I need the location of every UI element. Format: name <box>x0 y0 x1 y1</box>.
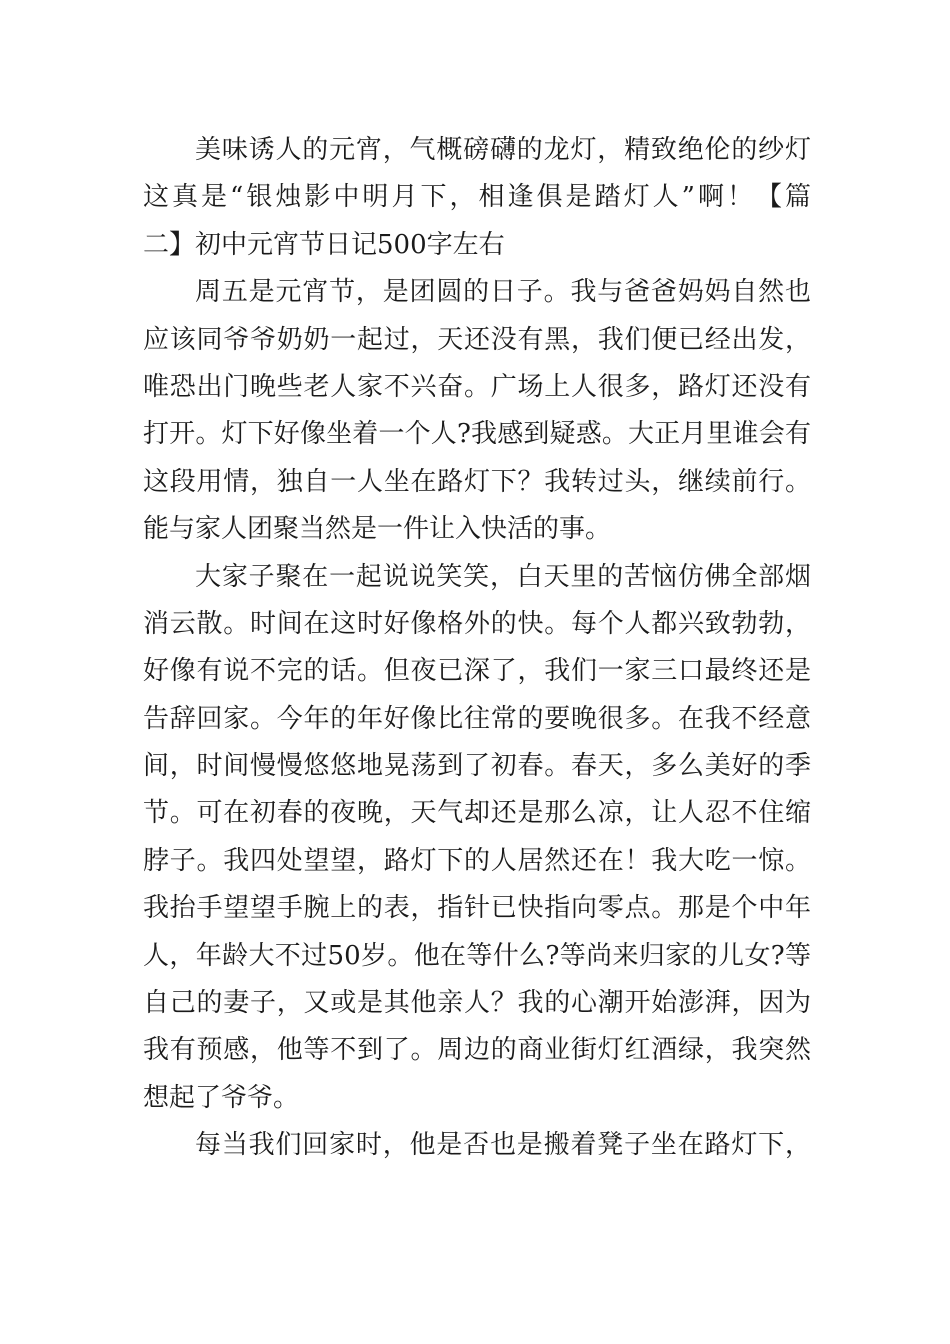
text-line: 我有预感，他等不到了。周边的商业街灯红酒绿，我突然 <box>143 1035 811 1066</box>
text-line: 唯恐出门晚些老人家不兴奋。广场上人很多，路灯还没有 <box>143 371 811 402</box>
text-line: 应该同爷爷奶奶一起过，天还没有黑，我们便已经出发， <box>143 324 811 355</box>
text-line: 大家子聚在一起说说笑笑，白天里的苦恼仿佛全部烟 <box>195 561 811 592</box>
text-line: 我抬手望望手腕上的表，指针已快指向零点。那是个中年 <box>143 893 811 924</box>
text-line: 每当我们回家时，他是否也是搬着凳子坐在路灯下， <box>195 1130 811 1161</box>
text-line: 二】初中元宵节日记500字左右 <box>143 229 505 260</box>
text-line: 这段用情，独自一人坐在路灯下？我转过头，继续前行。 <box>143 466 811 497</box>
text-line: 自己的妻子，又或是其他亲人？我的心潮开始澎湃，因为 <box>143 988 811 1019</box>
text-line: 节。可在初春的夜晚，天气却还是那么凉，让人忍不住缩 <box>143 798 811 829</box>
text-line: 好像有说不完的话。但夜已深了，我们一家三口最终还是 <box>143 656 811 687</box>
text-line: 人，年龄大不过50岁。他在等什么?等尚来归家的儿女?等 <box>143 940 811 971</box>
text-line: 这真是“银烛影中明月下，相逢俱是踏灯人”啊！【篇 <box>143 182 811 213</box>
text-line: 打开。灯下好像坐着一个人?我感到疑惑。大正月里谁会有 <box>143 419 811 450</box>
text-line: 周五是元宵节，是团圆的日子。我与爸爸妈妈自然也 <box>195 277 811 308</box>
text-line: 脖子。我四处望望，路灯下的人居然还在！我大吃一惊。 <box>143 845 811 876</box>
text-line: 美味诱人的元宵，气概磅礴的龙灯，精致绝伦的纱灯 <box>195 135 811 165</box>
document-body <box>143 127 811 1170</box>
text-line: 想起了爷爷。 <box>143 1082 300 1113</box>
text-line: 间，时间慢慢悠悠地晃荡到了初春。春天，多么美好的季 <box>143 751 811 782</box>
text-line: 能与家人团聚当然是一件让入快活的事。 <box>143 514 612 545</box>
text-line: 消云散。时间在这时好像格外的快。每个人都兴致勃勃， <box>143 608 811 639</box>
text-line: 告辞回家。今年的年好像比往常的要晚很多。在我不经意 <box>143 703 811 734</box>
